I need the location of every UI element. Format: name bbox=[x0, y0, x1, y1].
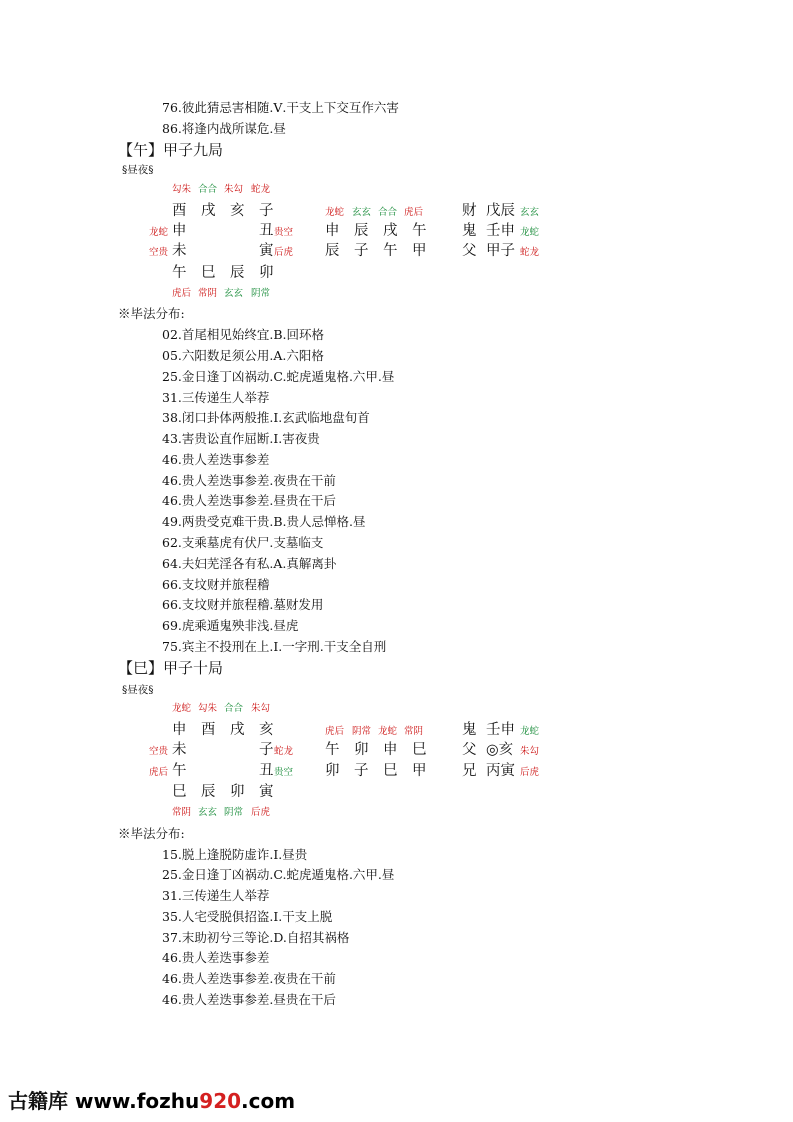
lesson-branch: 戌 bbox=[383, 223, 398, 239]
bifa-line: 46.贵人差迭事参差.夜贵在干前 bbox=[162, 971, 336, 986]
god-tag: 空贵 bbox=[149, 247, 169, 258]
god-tag: 后虎 bbox=[251, 807, 271, 818]
transmission-branch: 丙寅 bbox=[486, 763, 515, 779]
god-tag: 蛇龙 bbox=[251, 184, 271, 195]
plate-branch: 申 bbox=[172, 722, 187, 738]
bifa-line: 46.贵人差迭事参差.昼贵在干后 bbox=[162, 992, 336, 1007]
plate-branch: 未 bbox=[172, 742, 187, 758]
bifa-line: 31.三传递生人举荐 bbox=[162, 390, 270, 405]
lesson-branch: 卯 bbox=[354, 742, 369, 758]
god-tag: 龙蛇 bbox=[378, 726, 398, 737]
transmission-branch: 戊辰 bbox=[486, 203, 515, 219]
god-tag: 常阴 bbox=[172, 807, 192, 818]
bifa-line: 35.人宅受脱俱招盗.Ⅰ.干支上脱 bbox=[162, 909, 333, 924]
bifa-line: 43.害贵讼直作屈断.Ⅰ.害夜贵 bbox=[162, 431, 320, 446]
daynight-label: §昼夜§ bbox=[122, 684, 154, 696]
bifa-line: 25.金日逢丁凶祸动.C.蛇虎遁鬼格.六甲.昼 bbox=[162, 867, 395, 882]
lesson-branch: 卯 bbox=[325, 763, 340, 779]
bifa-line: 69.虎乘遁鬼殃非浅.昼虎 bbox=[162, 618, 299, 633]
daynight-label: §昼夜§ bbox=[122, 164, 154, 176]
god-tag: 虎后 bbox=[404, 207, 424, 218]
bifa-line: 76.彼此猜忌害相随.Ⅴ.干支上下交互作六害 bbox=[162, 100, 399, 115]
god-tag: 蛇龙 bbox=[274, 746, 294, 757]
footer-url-number[interactable]: 920 bbox=[199, 1089, 242, 1113]
section-title: 【午】甲子九局 bbox=[118, 141, 224, 159]
transmission-branch: ◎亥 bbox=[486, 742, 514, 758]
plate-branch: 辰 bbox=[201, 784, 216, 800]
god-tag: 常阴 bbox=[404, 726, 424, 737]
god-tag: 朱勾 bbox=[224, 184, 244, 195]
lesson-branch: 甲 bbox=[412, 763, 427, 779]
god-tag: 玄玄 bbox=[198, 807, 218, 818]
lesson-branch: 子 bbox=[354, 763, 369, 779]
transmission-branch: 壬申 bbox=[486, 223, 515, 239]
plate-branch: 寅 bbox=[259, 243, 274, 259]
transmission-relation: 父 bbox=[462, 742, 477, 758]
god-tag: 合合 bbox=[224, 703, 244, 714]
god-tag: 阴常 bbox=[251, 288, 271, 299]
bifa-line: 66.支坟财并旅程稽.墓财发用 bbox=[162, 597, 324, 612]
plate-branch: 酉 bbox=[172, 203, 187, 219]
plate-branch: 未 bbox=[172, 243, 187, 259]
plate-branch: 子 bbox=[259, 742, 274, 758]
bifa-line: 15.脱上逢脱防虚诈.Ⅰ.昼贵 bbox=[162, 847, 308, 862]
plate-branch: 申 bbox=[172, 223, 187, 239]
god-tag: 龙蛇 bbox=[520, 726, 540, 737]
lesson-branch: 辰 bbox=[325, 243, 340, 259]
bifa-line: 05.六阳数足须公用.A.六阳格 bbox=[162, 348, 324, 363]
plate-branch: 卯 bbox=[259, 265, 274, 281]
site-footer bbox=[8, 1088, 295, 1114]
lesson-branch: 辰 bbox=[354, 223, 369, 239]
god-tag: 虎后 bbox=[172, 288, 192, 299]
god-tag: 虎后 bbox=[325, 726, 345, 737]
plate-branch: 丑 bbox=[259, 223, 274, 239]
god-tag: 龙蛇 bbox=[520, 227, 540, 238]
bifa-line: 46.贵人差迭事参差 bbox=[162, 452, 270, 467]
god-tag: 玄玄 bbox=[520, 207, 540, 218]
bifa-line: 62.支乘墓虎有伏尸.支墓临支 bbox=[162, 535, 324, 550]
footer-url-prefix[interactable]: www.fozhu bbox=[74, 1089, 200, 1113]
god-tag: 龙蛇 bbox=[325, 207, 345, 218]
brand-name: 古籍库 bbox=[8, 1089, 68, 1113]
transmission-relation: 兄 bbox=[462, 763, 477, 779]
bifa-line: 46.贵人差迭事参差.夜贵在干前 bbox=[162, 473, 336, 488]
footer-url-suffix[interactable]: .com bbox=[241, 1089, 296, 1113]
god-tag: 蛇龙 bbox=[520, 247, 540, 258]
transmission-relation: 财 bbox=[462, 203, 477, 219]
bifa-line: 46.贵人差迭事参差.昼贵在干后 bbox=[162, 493, 336, 508]
god-tag: 朱勾 bbox=[251, 703, 271, 714]
god-tag: 后虎 bbox=[520, 767, 540, 778]
lesson-branch: 申 bbox=[325, 223, 340, 239]
god-tag: 玄玄 bbox=[352, 207, 372, 218]
bifa-heading: ※毕法分布: bbox=[118, 826, 185, 841]
lesson-branch: 子 bbox=[354, 243, 369, 259]
god-tag: 合合 bbox=[198, 184, 218, 195]
plate-branch: 午 bbox=[172, 265, 187, 281]
plate-branch: 戌 bbox=[230, 722, 245, 738]
bifa-line: 46.贵人差迭事参差 bbox=[162, 950, 270, 965]
bifa-heading: ※毕法分布: bbox=[118, 306, 185, 321]
bifa-line: 37.末助初兮三等论.D.自招其祸格 bbox=[162, 930, 350, 945]
lesson-branch: 午 bbox=[325, 742, 340, 758]
plate-branch: 巳 bbox=[201, 265, 216, 281]
bifa-line: 64.夫妇芜淫各有私.A.真解离卦 bbox=[162, 556, 337, 571]
plate-branch: 丑 bbox=[259, 763, 274, 779]
god-tag: 合合 bbox=[378, 207, 398, 218]
bifa-line: 75.宾主不投刑在上.Ⅰ.一字刑.干支全自刑 bbox=[162, 639, 387, 654]
god-tag: 阴常 bbox=[352, 726, 372, 737]
plate-branch: 巳 bbox=[172, 784, 187, 800]
god-tag: 后虎 bbox=[274, 247, 294, 258]
transmission-relation: 鬼 bbox=[462, 223, 477, 239]
god-tag: 勾朱 bbox=[198, 703, 218, 714]
bifa-line: 49.两贵受克难干贵.B.贵人忌惮格.昼 bbox=[162, 514, 366, 529]
transmission-relation: 父 bbox=[462, 243, 477, 259]
plate-branch: 寅 bbox=[259, 784, 274, 800]
transmission-branch: 甲子 bbox=[486, 243, 515, 259]
plate-branch: 午 bbox=[172, 763, 187, 779]
god-tag: 空贵 bbox=[149, 746, 169, 757]
plate-branch: 亥 bbox=[259, 722, 274, 738]
lesson-branch: 申 bbox=[383, 742, 398, 758]
god-tag: 朱勾 bbox=[520, 746, 540, 757]
god-tag: 贵空 bbox=[274, 767, 294, 778]
plate-branch: 亥 bbox=[230, 203, 245, 219]
transmission-relation: 鬼 bbox=[462, 722, 477, 738]
bifa-line: 02.首尾相见始终宜.B.回环格 bbox=[162, 327, 325, 342]
plate-branch: 戌 bbox=[201, 203, 216, 219]
bifa-line: 38.闭口卦体两般推.Ⅰ.玄武临地盘旬首 bbox=[162, 410, 370, 425]
bifa-line: 66.支坟财并旅程稽 bbox=[162, 577, 270, 592]
god-tag: 虎后 bbox=[149, 767, 169, 778]
plate-branch: 子 bbox=[259, 203, 274, 219]
transmission-branch: 壬申 bbox=[486, 722, 515, 738]
god-tag: 玄玄 bbox=[224, 288, 244, 299]
bifa-line: 86.将逢内战所谋危.昼 bbox=[162, 121, 286, 136]
god-tag: 勾朱 bbox=[172, 184, 192, 195]
lesson-branch: 巳 bbox=[383, 763, 398, 779]
lesson-branch: 午 bbox=[383, 243, 398, 259]
lesson-branch: 巳 bbox=[412, 742, 427, 758]
plate-branch: 辰 bbox=[230, 265, 245, 281]
god-tag: 龙蛇 bbox=[149, 227, 169, 238]
bifa-line: 31.三传递生人举荐 bbox=[162, 888, 270, 903]
god-tag: 贵空 bbox=[274, 227, 294, 238]
god-tag: 龙蛇 bbox=[172, 703, 192, 714]
lesson-branch: 午 bbox=[412, 223, 427, 239]
god-tag: 阴常 bbox=[224, 807, 244, 818]
god-tag: 常阴 bbox=[198, 288, 218, 299]
bifa-line: 25.金日逢丁凶祸动.C.蛇虎遁鬼格.六甲.昼 bbox=[162, 369, 395, 384]
lesson-branch: 甲 bbox=[412, 243, 427, 259]
section-title: 【巳】甲子十局 bbox=[118, 659, 224, 677]
plate-branch: 卯 bbox=[230, 784, 245, 800]
plate-branch: 酉 bbox=[201, 722, 216, 738]
